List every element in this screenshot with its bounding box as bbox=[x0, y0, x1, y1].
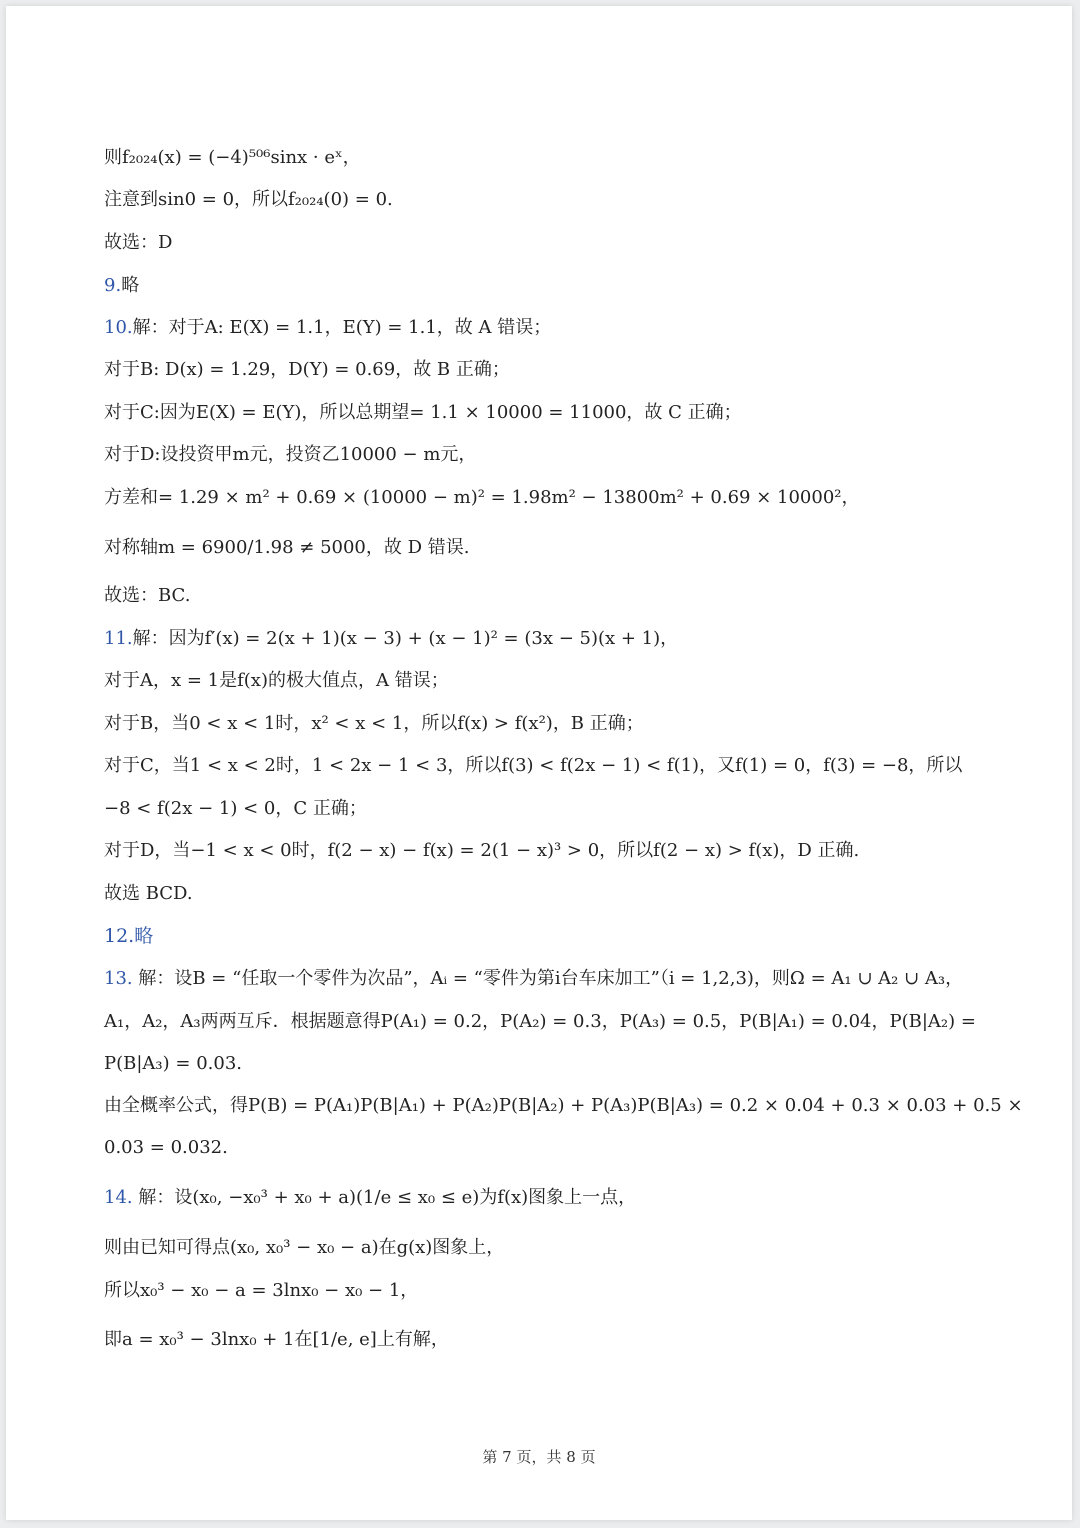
text-line: 对于D，当−1 < x < 0时，f(2 − x) − f(x) = 2(1 − x)³ > 0，所以f(2 − x) > f(x)，D 正确. bbox=[104, 840, 860, 861]
question-number: 11. bbox=[104, 628, 133, 649]
question-number: 13. bbox=[104, 968, 133, 989]
text-line: 对于B: D(x) = 1.29，D(Y) = 0.69，故 B 正确； bbox=[104, 359, 510, 380]
text-line: 即a = x₀³ − 3lnx₀ + 1在[1/e, e]上有解， bbox=[104, 1329, 449, 1350]
text-line: 对于A，x = 1是f(x)的极大值点，A 错误； bbox=[104, 670, 449, 691]
text-line: P(B|A₃) = 0.03. bbox=[104, 1053, 242, 1074]
text-line: 由全概率公式，得P(B) = P(A₁)P(B|A₁) + P(A₂)P(B|A₂) + P(A₃)P(B|A₃) = 0.2 × 0.04 + 0.3 × 0.03 + 0.5 × bbox=[104, 1095, 1023, 1116]
question-11: 11.解：因为f′(x) = 2(x + 1)(x − 3) + (x − 1)² = (3x − 5)(x + 1)， bbox=[104, 628, 679, 649]
document-page bbox=[6, 6, 1072, 1520]
text-line: 则f₂₀₂₄(x) = (−4)⁵⁰⁶sinx · eˣ， bbox=[104, 147, 361, 168]
question-number: 9. bbox=[104, 275, 122, 296]
text-line: 对称轴m = 6900/1.98 ≠ 5000，故 D 错误. bbox=[104, 537, 470, 558]
text-line: 对于D:设投资甲m元，投资乙10000 − m元， bbox=[104, 444, 477, 465]
question-12: 12.略 bbox=[104, 925, 154, 947]
question-13: 13. 解：设B = “任取一个零件为次品”，Aᵢ = “零件为第i台车床加工”（i = 1,2,3)，则Ω = A₁ ∪ A₂ ∪ A₃， bbox=[104, 968, 964, 989]
text-line: 对于B，当0 < x < 1时，x² < x < 1，所以f(x) > f(x²)，B 正确； bbox=[104, 713, 644, 734]
text-line: 故选 BCD. bbox=[104, 883, 193, 904]
question-9: 9.略 bbox=[104, 275, 140, 296]
text-line: 所以x₀³ − x₀ − a = 3lnx₀ − x₀ − 1， bbox=[104, 1280, 419, 1301]
text-line: 故选：BC. bbox=[104, 585, 191, 606]
question-14: 14. 解：设(x₀, −x₀³ + x₀ + a)(1/e ≤ x₀ ≤ e)为f(x)图象上一点， bbox=[104, 1187, 637, 1208]
text-line: 0.03 = 0.032. bbox=[104, 1137, 228, 1158]
text-line: A₁，A₂，A₃两两互斥．根据题意得P(A₁) = 0.2，P(A₂) = 0.3，P(A₃) = 0.5，P(B|A₁) = 0.04，P(B|A₂) = bbox=[104, 1011, 976, 1032]
page-footer: 第 7 页，共 8 页 bbox=[482, 1448, 596, 1466]
question-number: 14. bbox=[104, 1187, 133, 1208]
text-line: 故选：D bbox=[104, 232, 173, 253]
text-line: 对于C，当1 < x < 2时，1 < 2x − 1 < 3，所以f(3) < f(2x − 1) < f(1)，又f(1) = 0，f(3) = −8，所以 bbox=[104, 755, 963, 776]
text-line: 则由已知可得点(x₀, x₀³ − x₀ − a)在g(x)图象上， bbox=[104, 1237, 505, 1258]
question-number: 12. bbox=[104, 925, 135, 947]
question-number: 10. bbox=[104, 317, 133, 338]
text-line: −8 < f(2x − 1) < 0，C 正确； bbox=[104, 798, 367, 819]
question-10: 10.解：对于A: E(X) = 1.1，E(Y) = 1.1，故 A 错误； bbox=[104, 317, 552, 338]
text-line: 方差和= 1.29 × m² + 0.69 × (10000 − m)² = 1.98m² − 13800m² + 0.69 × 10000²， bbox=[104, 487, 860, 508]
text-line: 注意到sin0 = 0，所以f₂₀₂₄(0) = 0. bbox=[104, 189, 393, 210]
text-line: 对于C:因为E(X) = E(Y)，所以总期望= 1.1 × 10000 = 11000，故 C 正确； bbox=[104, 402, 742, 423]
